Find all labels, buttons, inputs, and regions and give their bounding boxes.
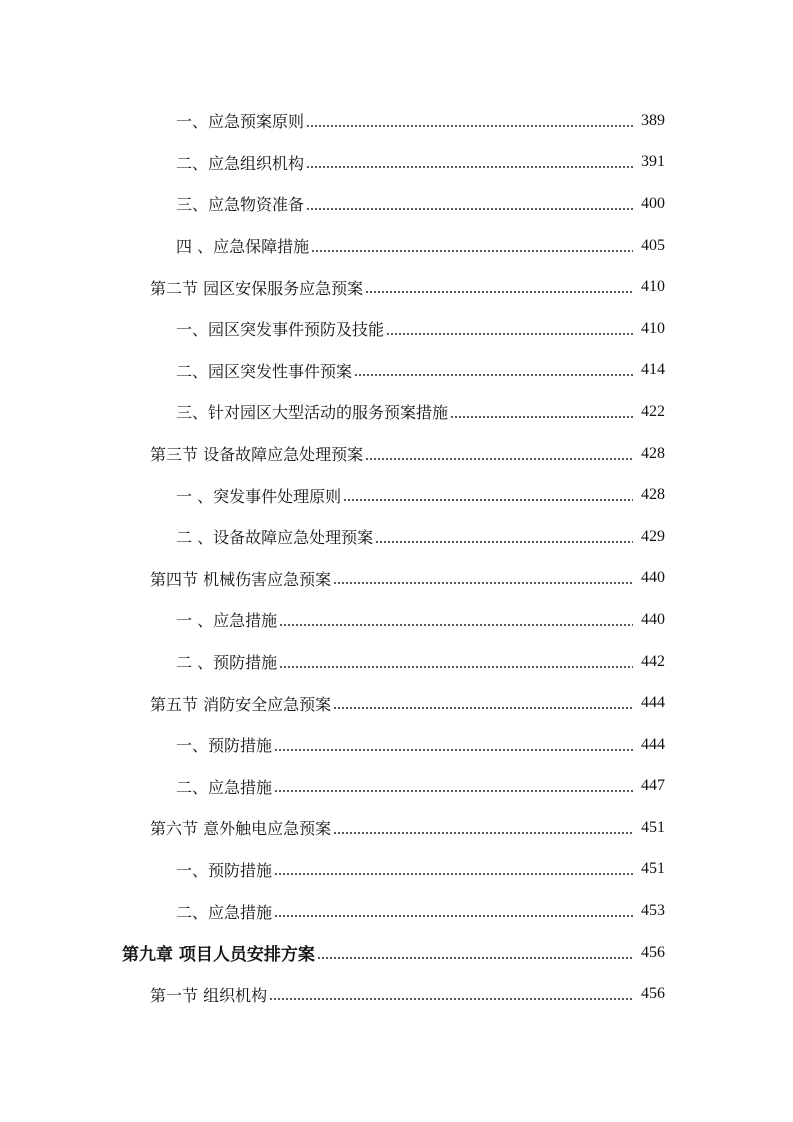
toc-entry-page: 410 bbox=[641, 319, 665, 337]
toc-entry-page: 456 bbox=[641, 985, 665, 1003]
toc-section-entry[interactable] bbox=[0, 973, 793, 1015]
toc-entry[interactable] bbox=[0, 766, 793, 808]
toc-entry[interactable] bbox=[0, 100, 793, 142]
toc-entry-page: 422 bbox=[641, 402, 665, 420]
toc-entry-page: 440 bbox=[641, 610, 665, 628]
toc-section-entry[interactable] bbox=[0, 558, 793, 600]
dot-leader bbox=[269, 998, 633, 1000]
toc-entry[interactable] bbox=[0, 474, 793, 516]
toc-entry-label: 第四节 机械伤害应急预案 bbox=[150, 569, 332, 589]
toc-section-entry[interactable] bbox=[0, 266, 793, 308]
dot-leader bbox=[333, 832, 633, 834]
toc-entry-page: 447 bbox=[641, 777, 665, 795]
toc-entry-page: 391 bbox=[641, 153, 665, 171]
dot-leader bbox=[386, 333, 633, 335]
toc-entry-label: 第二节 园区安保服务应急预案 bbox=[150, 278, 364, 298]
toc-entry-page: 440 bbox=[641, 569, 665, 587]
dot-leader bbox=[333, 582, 633, 584]
toc-entry[interactable] bbox=[0, 849, 793, 891]
dot-leader bbox=[333, 707, 633, 709]
toc-entry[interactable] bbox=[0, 516, 793, 558]
toc-entry[interactable] bbox=[0, 142, 793, 184]
toc-entry[interactable] bbox=[0, 890, 793, 932]
toc-entry-label: 一、预防措施 bbox=[176, 736, 273, 756]
toc-entry-label: 二、园区突发性事件预案 bbox=[176, 361, 353, 381]
dot-leader bbox=[450, 416, 633, 418]
dot-leader bbox=[279, 624, 633, 626]
dot-leader bbox=[365, 291, 633, 293]
dot-leader bbox=[274, 915, 633, 917]
toc-entry-page: 444 bbox=[641, 735, 665, 753]
toc-entry[interactable] bbox=[0, 599, 793, 641]
toc-section-entry[interactable] bbox=[0, 807, 793, 849]
dot-leader bbox=[274, 790, 633, 792]
toc-entry-page: 451 bbox=[641, 860, 665, 878]
toc-entry-page: 442 bbox=[641, 652, 665, 670]
toc-entry-label: 二、应急措施 bbox=[176, 902, 273, 922]
toc-entry-label: 四 、应急保障措施 bbox=[176, 237, 310, 257]
toc-entry[interactable] bbox=[0, 641, 793, 683]
toc-section-entry[interactable] bbox=[0, 433, 793, 475]
toc-entry-label: 第一节 组织机构 bbox=[150, 985, 268, 1005]
toc-entry[interactable] bbox=[0, 183, 793, 225]
toc-entry-label: 三、应急物资准备 bbox=[176, 195, 305, 215]
dot-leader bbox=[365, 458, 633, 460]
dot-leader bbox=[375, 541, 633, 543]
toc-entry-label: 三、针对园区大型活动的服务预案措施 bbox=[176, 403, 449, 423]
dot-leader bbox=[306, 208, 633, 210]
toc-entry-label: 第三节 设备故障应急处理预案 bbox=[150, 445, 364, 465]
toc-entry-page: 444 bbox=[641, 694, 665, 712]
dot-leader bbox=[317, 957, 633, 959]
toc-entry-page: 405 bbox=[641, 236, 665, 254]
toc-entry-label: 二 、设备故障应急处理预案 bbox=[176, 528, 374, 548]
toc-chapter-entry[interactable] bbox=[0, 932, 793, 974]
dot-leader bbox=[354, 374, 633, 376]
toc-entry-page: 414 bbox=[641, 361, 665, 379]
dot-leader bbox=[343, 499, 633, 501]
toc-section-entry[interactable] bbox=[0, 682, 793, 724]
dot-leader bbox=[311, 250, 633, 252]
toc-entry-page: 410 bbox=[641, 278, 665, 296]
toc-entry[interactable] bbox=[0, 350, 793, 392]
toc-entry-page: 400 bbox=[641, 194, 665, 212]
toc-entry-label: 一 、应急措施 bbox=[176, 611, 278, 631]
toc-entry-label: 一 、突发事件处理原则 bbox=[176, 486, 342, 506]
toc-entry-label: 一、园区突发事件预防及技能 bbox=[176, 320, 385, 340]
dot-leader bbox=[306, 125, 633, 127]
toc-entry[interactable] bbox=[0, 724, 793, 766]
dot-leader bbox=[274, 873, 633, 875]
toc-entry-label: 二、应急组织机构 bbox=[176, 153, 305, 173]
toc-entry-page: 453 bbox=[641, 902, 665, 920]
toc-entry-page: 428 bbox=[641, 486, 665, 504]
dot-leader bbox=[306, 166, 633, 168]
toc-entry-label: 二 、预防措施 bbox=[176, 653, 278, 673]
toc-entry[interactable] bbox=[0, 225, 793, 267]
toc-entry-label: 第五节 消防安全应急预案 bbox=[150, 694, 332, 714]
toc-entry-label: 二、应急措施 bbox=[176, 777, 273, 797]
toc-entry[interactable] bbox=[0, 391, 793, 433]
dot-leader bbox=[274, 749, 633, 751]
toc-entry-label: 第六节 意外触电应急预案 bbox=[150, 819, 332, 839]
toc-entry-page: 456 bbox=[641, 943, 665, 961]
toc-entry[interactable] bbox=[0, 308, 793, 350]
toc-entry-page: 429 bbox=[641, 527, 665, 545]
dot-leader bbox=[279, 666, 633, 668]
toc-entry-page: 428 bbox=[641, 444, 665, 462]
toc-entry-page: 451 bbox=[641, 818, 665, 836]
toc-entry-page: 389 bbox=[641, 111, 665, 129]
toc-entry-label: 一、应急预案原则 bbox=[176, 112, 305, 132]
table-of-contents bbox=[0, 100, 793, 1015]
toc-entry-label: 一、预防措施 bbox=[176, 860, 273, 880]
toc-entry-label: 第九章 项目人员安排方案 bbox=[122, 945, 315, 966]
